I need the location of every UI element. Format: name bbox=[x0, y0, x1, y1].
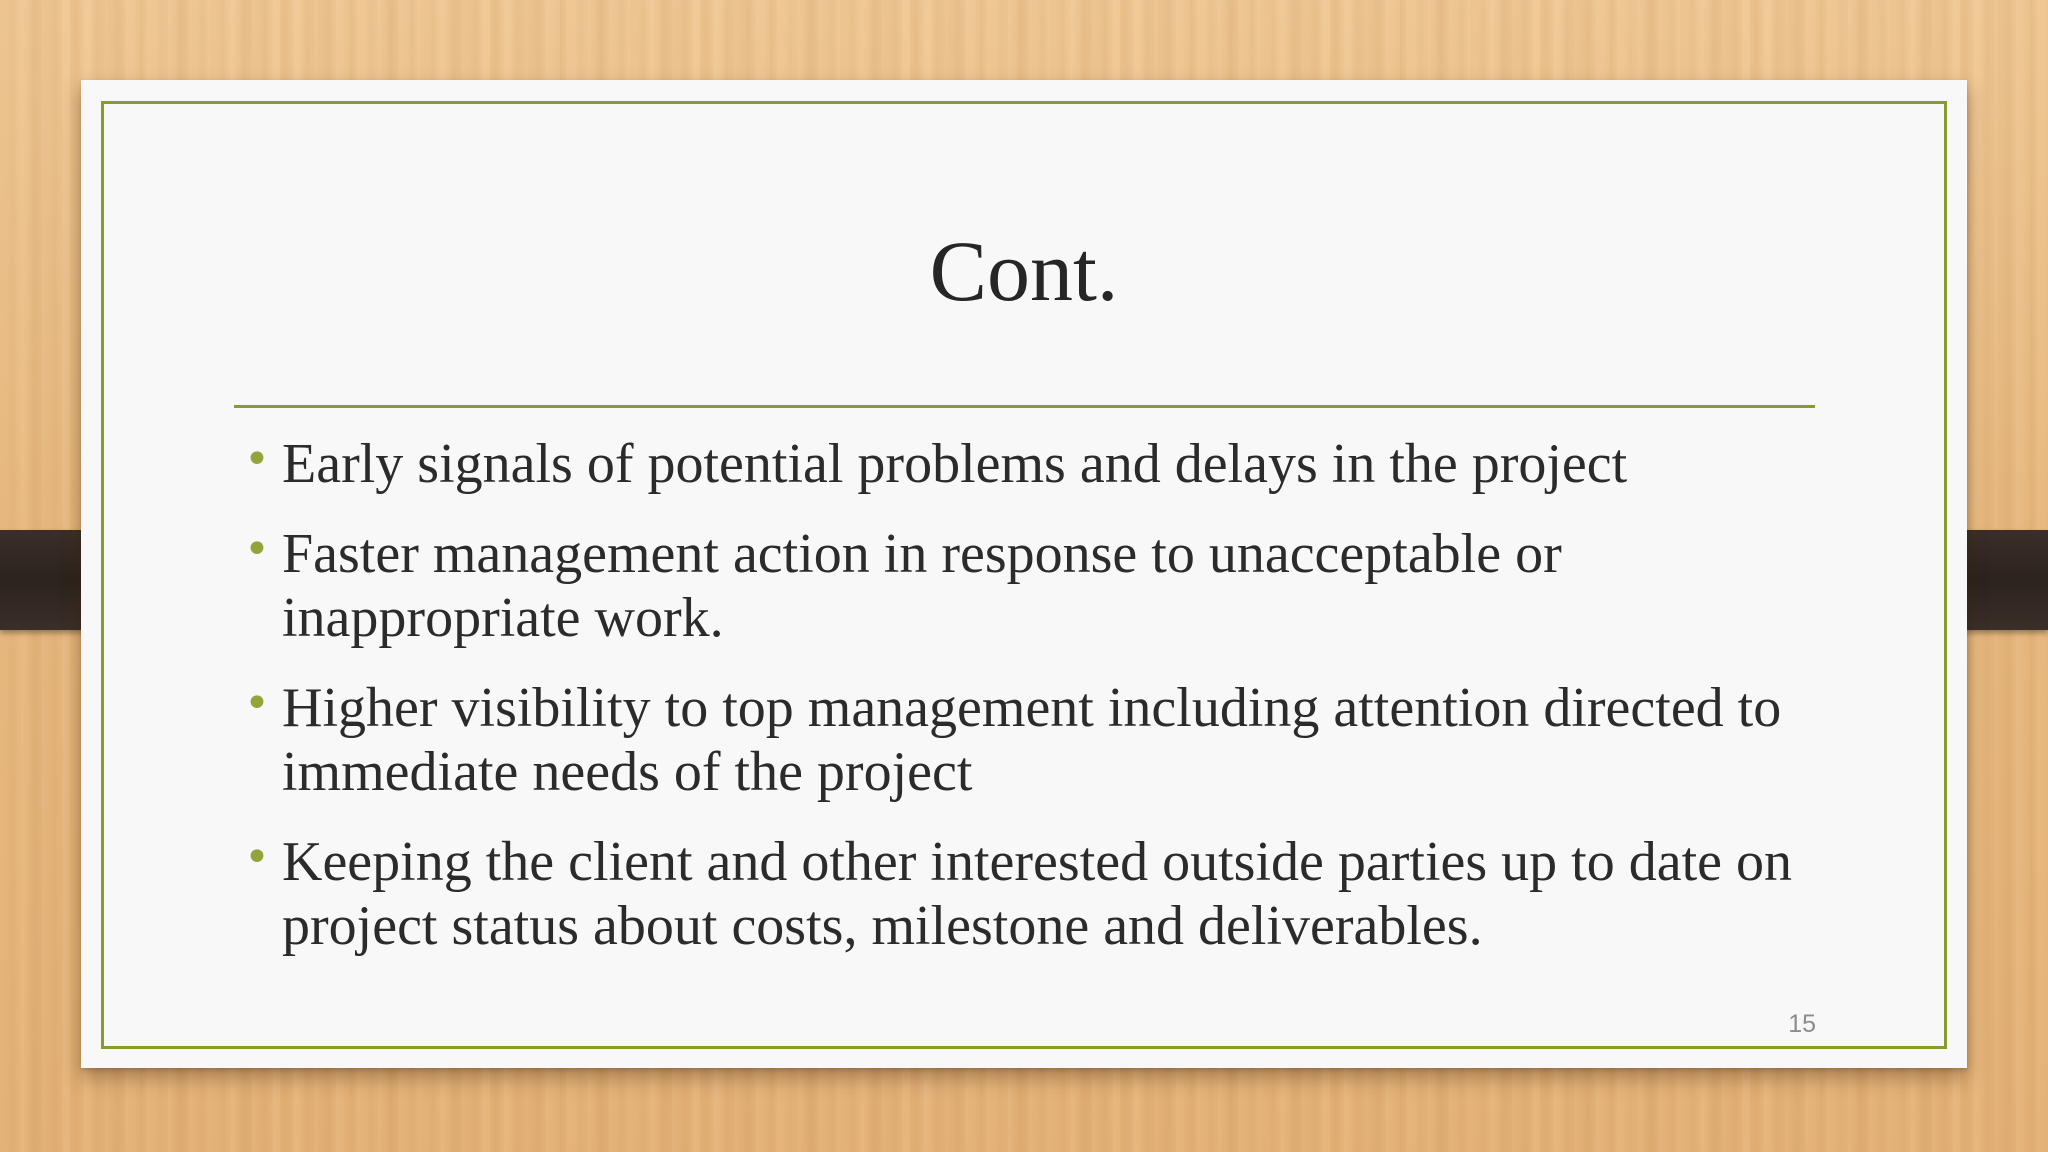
bullet-list bbox=[234, 432, 1854, 984]
slide bbox=[81, 80, 1967, 1068]
slide-title: Cont. bbox=[929, 223, 1119, 319]
bullet-dot-icon: • bbox=[244, 524, 270, 575]
bullet-text: Early signals of potential problems and delays in the project bbox=[282, 433, 1628, 495]
bullet-item bbox=[234, 830, 1854, 958]
bullet-dot-icon: • bbox=[244, 678, 270, 729]
bullet-item bbox=[234, 522, 1854, 650]
bullet-text: Higher visibility to top management including attention directed to immediate needs of the project bbox=[282, 677, 1782, 803]
bullet-item bbox=[234, 432, 1854, 496]
bullet-text: Faster management action in response to unacceptable or inappropriate work. bbox=[282, 523, 1562, 649]
bullet-dot-icon: • bbox=[244, 434, 270, 485]
page-number: 15 bbox=[1788, 1010, 1816, 1038]
bullet-text: Keeping the client and other interested outside parties up to date on project status about costs, milestone and deliverables. bbox=[282, 831, 1792, 957]
title-divider bbox=[234, 405, 1815, 408]
bullet-item bbox=[234, 676, 1854, 804]
bullet-dot-icon: • bbox=[244, 832, 270, 883]
